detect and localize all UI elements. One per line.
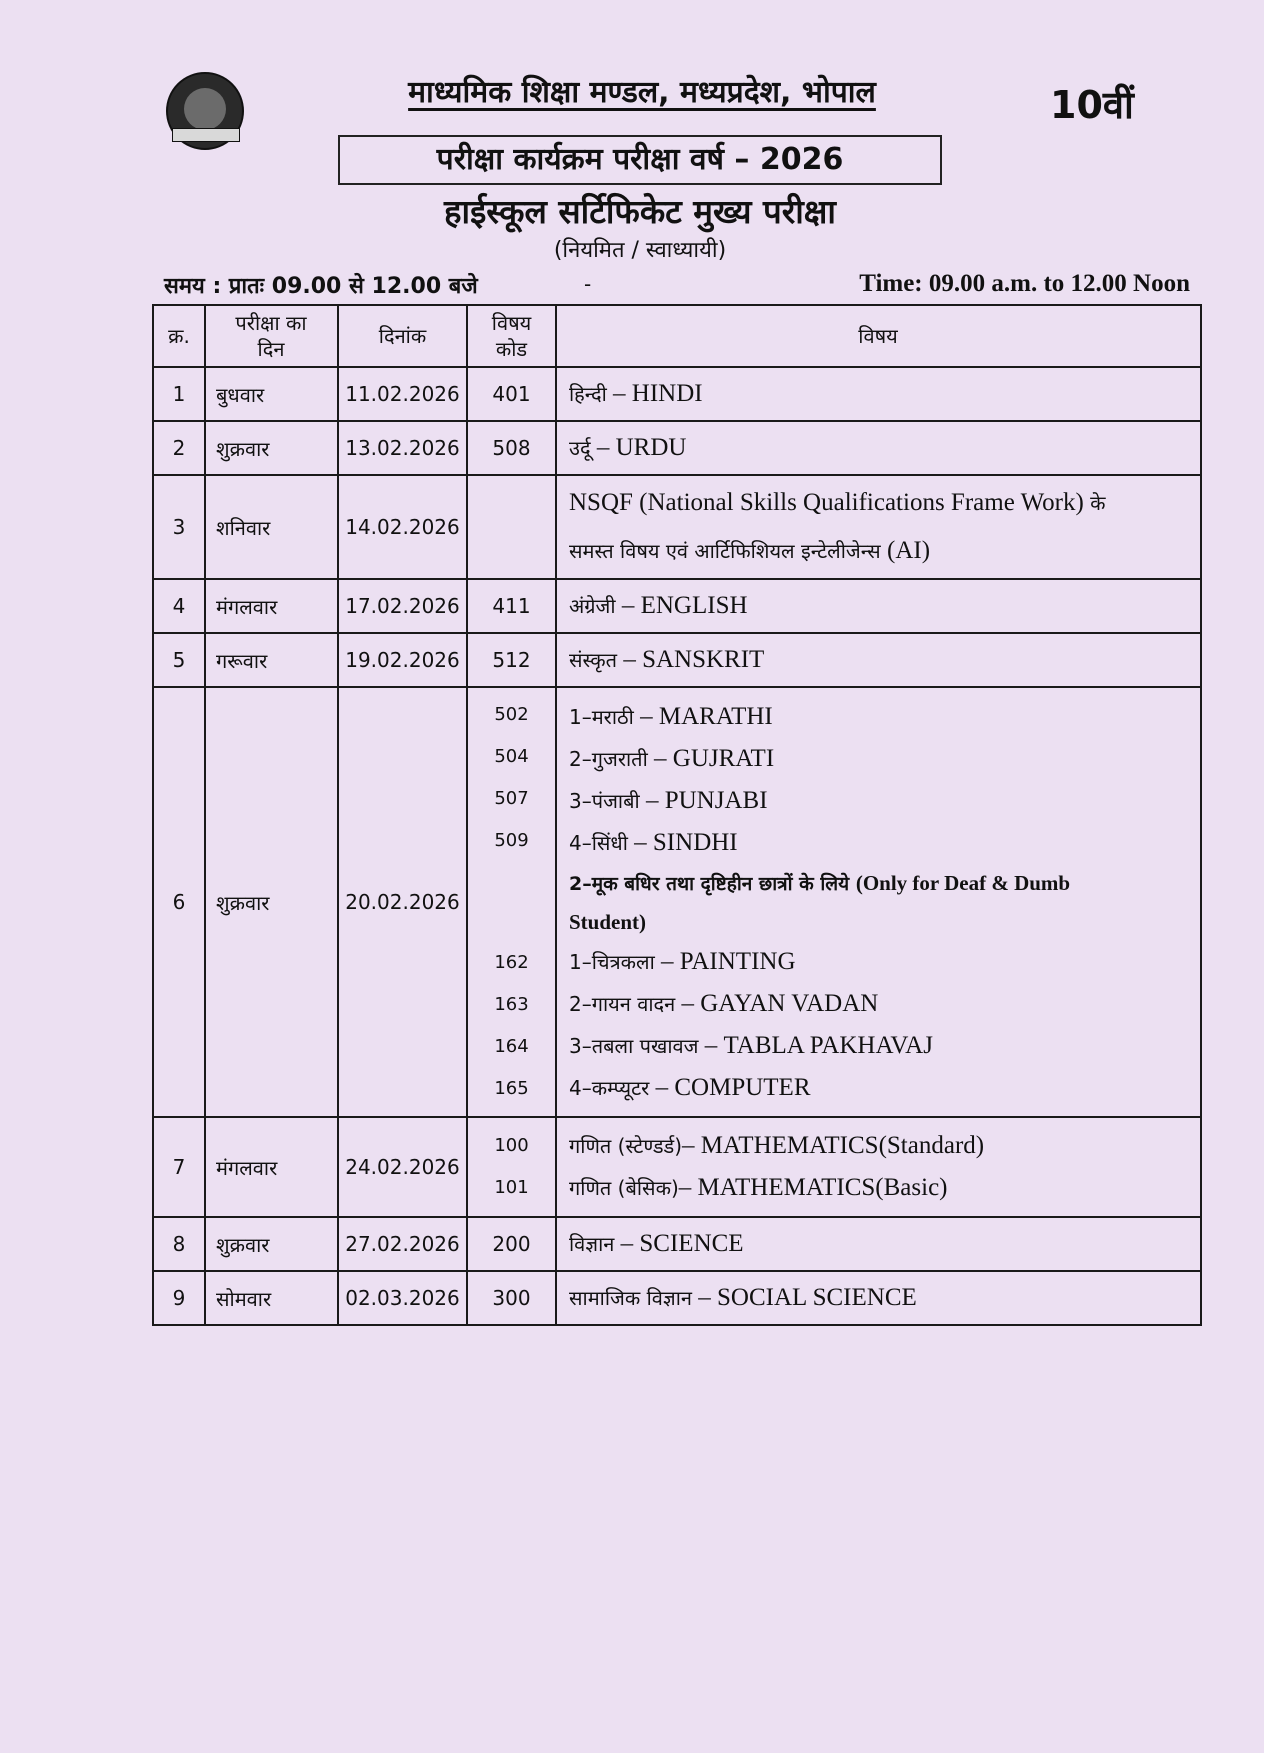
nsqf-line-2 bbox=[569, 527, 1199, 575]
subject-hindi: विज्ञान bbox=[569, 1232, 615, 1256]
table-row bbox=[153, 633, 1201, 687]
table-row bbox=[153, 687, 1201, 1117]
subject-item bbox=[569, 941, 1199, 983]
subject-hindi: उर्दू bbox=[569, 436, 591, 460]
subject-hindi: 4–कम्प्यूटर bbox=[569, 1075, 650, 1100]
code-item: 504 bbox=[494, 746, 529, 767]
subject-item bbox=[569, 738, 1199, 780]
table-row bbox=[153, 421, 1201, 475]
row-day: मंगलवार bbox=[205, 579, 338, 633]
subject-english: – MATHEMATICS(Standard) bbox=[682, 1132, 985, 1159]
subject-english: – SOCIAL SCIENCE bbox=[691, 1284, 917, 1311]
special-note-line-2: Student) bbox=[569, 909, 647, 934]
row-subject bbox=[556, 579, 1201, 633]
row-sn: 6 bbox=[153, 687, 205, 1117]
note-hindi: 2–मूक बधिर तथा दृष्टिहीन छात्रों के लिये bbox=[569, 872, 856, 895]
subject-english: – GUJRATI bbox=[647, 744, 775, 772]
time-english: Time: 09.00 a.m. to 12.00 Noon bbox=[859, 270, 1190, 297]
subject-english: – MARATHI bbox=[633, 702, 773, 730]
subject-item bbox=[569, 1167, 1199, 1209]
row-code: 508 bbox=[467, 421, 556, 475]
board-logo bbox=[166, 72, 244, 150]
code-item: 164 bbox=[494, 1036, 529, 1057]
subject-hindi: 2–गुजराती bbox=[569, 746, 648, 771]
row-code-list bbox=[467, 1117, 556, 1217]
header-sn: क्र. bbox=[153, 305, 205, 367]
table-row bbox=[153, 1217, 1201, 1271]
org-name: माध्यमिक शिक्षा मण्डल, मध्यप्रदेश, भोपाल bbox=[408, 75, 876, 110]
row-sn: 7 bbox=[153, 1117, 205, 1217]
header-code-line1: विषय bbox=[491, 311, 532, 335]
row-sn: 9 bbox=[153, 1271, 205, 1325]
subject-item bbox=[569, 1125, 1199, 1167]
time-dash: - bbox=[584, 272, 592, 296]
row-sn: 4 bbox=[153, 579, 205, 633]
nsqf-hindi-suffix: के bbox=[1090, 491, 1106, 515]
row-date: 13.02.2026 bbox=[338, 421, 467, 475]
subject-english: – MATHEMATICS(Basic) bbox=[678, 1174, 948, 1201]
row-subject bbox=[556, 367, 1201, 421]
row-subject bbox=[556, 1271, 1201, 1325]
table-row bbox=[153, 1117, 1201, 1217]
header-day-line2: दिन bbox=[257, 337, 285, 361]
exam-mode: (नियमित / स्वाध्यायी) bbox=[553, 238, 727, 263]
code-item: 162 bbox=[494, 952, 529, 973]
nsqf-english: NSQF (National Skills Qualifications Frame Work) bbox=[569, 489, 1091, 516]
row-day: मंगलवार bbox=[205, 1117, 338, 1217]
row-day: शनिवार bbox=[205, 475, 338, 579]
code-item: 502 bbox=[494, 704, 529, 725]
row-date: 14.02.2026 bbox=[338, 475, 467, 579]
row-date: 27.02.2026 bbox=[338, 1217, 467, 1271]
row-subject bbox=[556, 421, 1201, 475]
code-item: 101 bbox=[494, 1177, 529, 1198]
logo-emblem bbox=[184, 88, 226, 130]
row-code: 300 bbox=[467, 1271, 556, 1325]
ai-english: (AI) bbox=[887, 537, 931, 564]
subject-item bbox=[569, 983, 1199, 1025]
code-item: 163 bbox=[494, 994, 529, 1015]
subject-english: – TABLA PAKHAVAJ bbox=[698, 1031, 933, 1059]
header-code-line2: कोड bbox=[495, 337, 528, 361]
code-item: 100 bbox=[494, 1135, 529, 1156]
row-day: बुधवार bbox=[205, 367, 338, 421]
table-row bbox=[153, 367, 1201, 421]
logo-banner bbox=[172, 128, 240, 142]
time-hindi: समय : प्रातः 09.00 से 12.00 बजे bbox=[164, 274, 478, 299]
subject-hindi: हिन्दी bbox=[569, 382, 607, 406]
code-item: 165 bbox=[494, 1078, 529, 1099]
row-code: 411 bbox=[467, 579, 556, 633]
row-subject-list bbox=[556, 687, 1201, 1117]
row-subject bbox=[556, 475, 1201, 579]
header-subject: विषय bbox=[556, 305, 1201, 367]
row-code bbox=[467, 475, 556, 579]
row-code-list bbox=[467, 687, 556, 1117]
code-item: 509 bbox=[494, 830, 529, 851]
subject-english: – ENGLISH bbox=[615, 592, 748, 619]
row-date: 20.02.2026 bbox=[338, 687, 467, 1117]
subject-english: – SINDHI bbox=[627, 828, 738, 856]
row-code: 200 bbox=[467, 1217, 556, 1271]
subject-english: – SCIENCE bbox=[614, 1230, 744, 1257]
row-subject bbox=[556, 1217, 1201, 1271]
header-day bbox=[205, 305, 338, 367]
table-row bbox=[153, 579, 1201, 633]
row-code: 512 bbox=[467, 633, 556, 687]
subject-hindi: सामाजिक विज्ञान bbox=[569, 1286, 692, 1310]
subject-hindi: 1–चित्रकला bbox=[569, 949, 655, 974]
header-code bbox=[467, 305, 556, 367]
subject-english: – SANSKRIT bbox=[617, 646, 765, 673]
subject-hindi: गणित (स्टेण्डर्ड) bbox=[569, 1134, 683, 1158]
row-day: गरूवार bbox=[205, 633, 338, 687]
subject-item bbox=[569, 696, 1199, 738]
row-code: 401 bbox=[467, 367, 556, 421]
exam-name: हाईस्कूल सर्टिफिकेट मुख्य परीक्षा bbox=[444, 192, 836, 231]
subject-item bbox=[569, 822, 1199, 864]
exam-title: परीक्षा कार्यक्रम परीक्षा वर्ष – 2026 bbox=[338, 135, 942, 185]
subject-english: – COMPUTER bbox=[649, 1073, 811, 1101]
row-subject-list bbox=[556, 1117, 1201, 1217]
code-spacer bbox=[468, 862, 555, 942]
subject-item bbox=[569, 1067, 1199, 1109]
row-sn: 8 bbox=[153, 1217, 205, 1271]
ai-hindi: समस्त विषय एवं आर्टिफिशियल इन्टेलीजेन्स bbox=[569, 539, 888, 563]
subject-hindi: अंग्रेजी bbox=[569, 594, 616, 618]
table-row bbox=[153, 475, 1201, 579]
subject-item bbox=[569, 1025, 1199, 1067]
nsqf-line-1 bbox=[569, 479, 1199, 527]
note-english: (Only for Deaf & Dumb bbox=[855, 870, 1071, 895]
row-sn: 5 bbox=[153, 633, 205, 687]
schedule-table bbox=[152, 304, 1202, 1326]
row-date: 24.02.2026 bbox=[338, 1117, 467, 1217]
row-date: 02.03.2026 bbox=[338, 1271, 467, 1325]
row-day: शुक्रवार bbox=[205, 687, 338, 1117]
row-date: 11.02.2026 bbox=[338, 367, 467, 421]
class-label: 10वीं bbox=[1050, 83, 1134, 127]
row-day: शुक्रवार bbox=[205, 1217, 338, 1271]
row-date: 17.02.2026 bbox=[338, 579, 467, 633]
row-date: 19.02.2026 bbox=[338, 633, 467, 687]
row-sn: 1 bbox=[153, 367, 205, 421]
row-subject bbox=[556, 633, 1201, 687]
subject-english: – HINDI bbox=[606, 380, 703, 407]
row-day: सोमवार bbox=[205, 1271, 338, 1325]
header-date: दिनांक bbox=[338, 305, 467, 367]
row-sn: 3 bbox=[153, 475, 205, 579]
row-day: शुक्रवार bbox=[205, 421, 338, 475]
subject-hindi: 3–तबला पखावज bbox=[569, 1033, 699, 1058]
code-item: 507 bbox=[494, 788, 529, 809]
subject-english: – URDU bbox=[590, 434, 687, 461]
subject-hindi: गणित (बेसिक) bbox=[569, 1176, 679, 1200]
table-header-row bbox=[153, 305, 1201, 367]
subject-english: – GAYAN VADAN bbox=[675, 989, 879, 1017]
subject-english: – PUNJABI bbox=[639, 786, 768, 814]
subject-hindi: 2–गायन वादन bbox=[569, 991, 676, 1016]
row-sn: 2 bbox=[153, 421, 205, 475]
subject-hindi: 4–सिंधी bbox=[569, 830, 628, 855]
subject-english: – PAINTING bbox=[654, 947, 796, 975]
subject-hindi: 1–मराठी bbox=[569, 704, 634, 729]
subject-hindi: संस्कृत bbox=[569, 648, 618, 672]
header-day-line1: परीक्षा का bbox=[235, 311, 307, 335]
subject-hindi: 3–पंजाबी bbox=[569, 788, 640, 813]
table-row bbox=[153, 1271, 1201, 1325]
special-note-line-1 bbox=[569, 864, 1199, 903]
subject-item bbox=[569, 780, 1199, 822]
